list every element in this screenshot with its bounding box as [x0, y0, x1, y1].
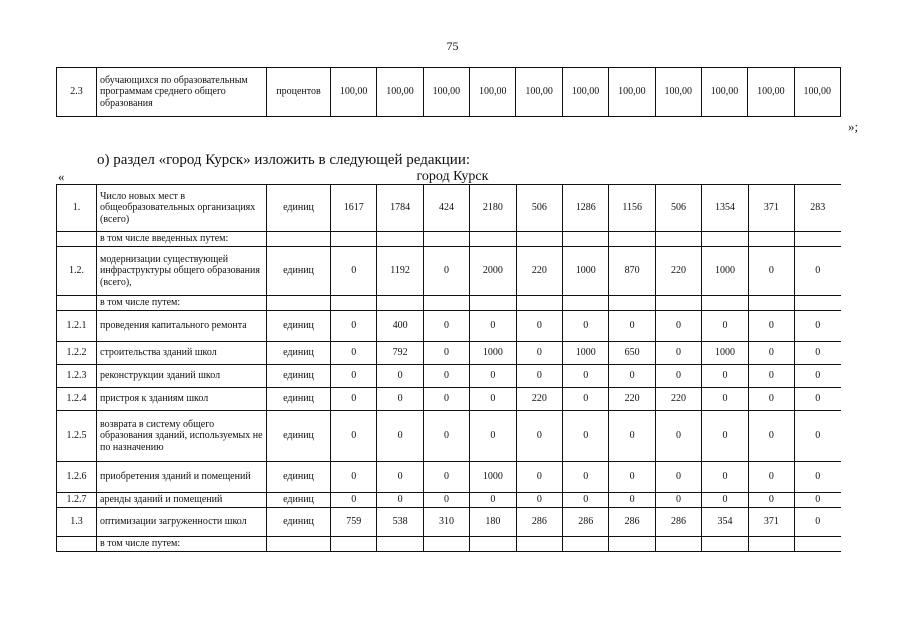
value-cell [469, 232, 515, 246]
value-cell: 0 [701, 365, 747, 387]
row-values [331, 232, 841, 247]
value-cell: 0 [655, 342, 701, 364]
value-cell: 0 [748, 462, 794, 492]
value-cell [469, 537, 515, 551]
row-name: аренды зданий и помещений [97, 493, 267, 508]
row-number: 1.2. [57, 247, 97, 296]
row-name: в том числе путем: [97, 537, 267, 552]
row-values [331, 185, 841, 232]
row-number: 1.2.7 [57, 493, 97, 508]
row-number: 2.3 [57, 68, 97, 117]
value-cell: 180 [469, 508, 515, 536]
value-cell: 0 [423, 493, 469, 507]
table-row [57, 462, 841, 493]
value-cell: 1156 [608, 185, 654, 231]
value-cell [794, 296, 840, 310]
row-name: модернизации существующей инфраструктуры общего образования (всего), [97, 247, 267, 296]
row-number [57, 296, 97, 311]
value-cell [794, 232, 840, 246]
row-values [331, 493, 841, 508]
value-cell [331, 296, 376, 310]
value-cell: 0 [748, 411, 794, 461]
table-row [57, 185, 841, 232]
row-unit: процентов [267, 68, 331, 117]
value-cell [701, 296, 747, 310]
value-cell: 0 [608, 311, 654, 341]
value-cell: 0 [516, 311, 562, 341]
value-cell [748, 537, 794, 551]
table-row [57, 311, 841, 342]
value-cell: 0 [351, 370, 357, 382]
value-cell: 0 [423, 247, 469, 295]
value-cell [794, 537, 840, 551]
row-name: оптимизации загруженности школ [97, 508, 267, 537]
value-cell: 0 [794, 365, 840, 387]
row-values [331, 296, 841, 311]
value-cell: 0 [748, 247, 794, 295]
value-cell: 759 [346, 516, 362, 528]
value-cell: 0 [423, 462, 469, 492]
value-cell: 100,00 [701, 68, 747, 116]
value-cell [655, 296, 701, 310]
table-row [57, 388, 841, 411]
row-values [331, 537, 841, 552]
value-cell: 1000 [469, 342, 515, 364]
row-values [331, 68, 841, 117]
table-row [57, 537, 841, 552]
value-cell: 100,00 [747, 68, 793, 116]
main-table [56, 184, 841, 552]
value-cell [608, 232, 654, 246]
row-unit: единиц [267, 493, 331, 508]
row-unit: единиц [267, 365, 331, 388]
row-name: строительства зданий школ [97, 342, 267, 365]
value-cell: 0 [423, 365, 469, 387]
value-cell: 0 [469, 493, 515, 507]
value-cell: 1784 [376, 185, 422, 231]
value-cell: 0 [701, 388, 747, 410]
value-cell: 0 [562, 311, 608, 341]
row-unit: единиц [267, 185, 331, 232]
row-number: 1.2.3 [57, 365, 97, 388]
value-cell: 0 [516, 365, 562, 387]
row-name: обучающихся по образовательным программам среднего общего образования [97, 68, 267, 117]
row-number: 1.2.5 [57, 411, 97, 462]
value-cell: 100,00 [562, 68, 608, 116]
value-cell: 1000 [562, 247, 608, 295]
value-cell: 0 [351, 471, 357, 483]
value-cell: 0 [655, 493, 701, 507]
value-cell: 0 [794, 508, 840, 536]
value-cell: 100,00 [423, 68, 469, 116]
value-cell: 424 [423, 185, 469, 231]
value-cell [562, 537, 608, 551]
value-cell [608, 296, 654, 310]
value-cell: 1000 [701, 247, 747, 295]
value-cell [469, 296, 515, 310]
value-cell: 0 [701, 311, 747, 341]
value-cell: 0 [748, 493, 794, 507]
value-cell: 1286 [562, 185, 608, 231]
value-cell [516, 537, 562, 551]
value-cell: 0 [562, 411, 608, 461]
value-cell: 506 [516, 185, 562, 231]
value-cell: 0 [469, 365, 515, 387]
value-cell: 0 [351, 393, 357, 405]
value-cell: 0 [655, 411, 701, 461]
value-cell: 0 [701, 462, 747, 492]
value-cell [376, 537, 422, 551]
value-cell: 220 [655, 247, 701, 295]
value-cell: 354 [701, 508, 747, 536]
value-cell: 286 [516, 508, 562, 536]
value-cell: 0 [794, 247, 840, 295]
value-cell: 400 [376, 311, 422, 341]
value-cell: 0 [794, 411, 840, 461]
value-cell: 0 [608, 462, 654, 492]
table-row [57, 365, 841, 388]
table-row [57, 68, 841, 117]
table-row [57, 493, 841, 508]
value-cell: 0 [748, 388, 794, 410]
value-cell: 220 [608, 388, 654, 410]
value-cell: 0 [469, 388, 515, 410]
value-cell: 0 [608, 411, 654, 461]
value-cell [748, 232, 794, 246]
value-cell: 1000 [701, 342, 747, 364]
value-cell: 100,00 [339, 86, 368, 98]
value-cell: 0 [562, 388, 608, 410]
row-unit: единиц [267, 462, 331, 493]
row-name: пристроя к зданиям школ [97, 388, 267, 411]
value-cell: 0 [748, 365, 794, 387]
row-unit [267, 537, 331, 552]
value-cell: 0 [562, 462, 608, 492]
value-cell: 0 [701, 411, 747, 461]
row-unit: единиц [267, 508, 331, 537]
value-cell: 0 [516, 493, 562, 507]
table-row [57, 508, 841, 537]
row-name: проведения капитального ремонта [97, 311, 267, 342]
value-cell: 0 [469, 311, 515, 341]
value-cell: 100,00 [794, 68, 840, 116]
value-cell: 0 [423, 411, 469, 461]
value-cell: 220 [516, 388, 562, 410]
row-number [57, 537, 97, 552]
value-cell: 0 [516, 462, 562, 492]
value-cell: 100,00 [515, 68, 561, 116]
value-cell: 0 [376, 365, 422, 387]
row-unit: единиц [267, 342, 331, 365]
value-cell: 0 [794, 462, 840, 492]
value-cell: 0 [562, 493, 608, 507]
value-cell: 0 [423, 342, 469, 364]
open-quote: « [58, 169, 65, 184]
closing-quote: »; [848, 119, 859, 134]
value-cell: 0 [655, 462, 701, 492]
row-number: 1. [57, 185, 97, 232]
value-cell [701, 537, 747, 551]
value-cell: 0 [562, 365, 608, 387]
value-cell: 0 [423, 311, 469, 341]
value-cell [376, 232, 422, 246]
value-cell: 100,00 [376, 68, 422, 116]
row-unit: единиц [267, 247, 331, 296]
row-name: в том числе введенных путем: [97, 232, 267, 247]
value-cell: 286 [655, 508, 701, 536]
value-cell [655, 232, 701, 246]
value-cell: 2180 [469, 185, 515, 231]
row-values [331, 462, 841, 493]
row-name: приобретения зданий и помещений [97, 462, 267, 493]
value-cell: 0 [655, 365, 701, 387]
value-cell: 0 [469, 411, 515, 461]
value-cell: 220 [516, 247, 562, 295]
value-cell: 792 [376, 342, 422, 364]
value-cell [423, 232, 469, 246]
value-cell: 0 [351, 265, 357, 277]
value-cell: 1000 [562, 342, 608, 364]
table-row [57, 247, 841, 296]
value-cell: 506 [655, 185, 701, 231]
value-cell: 0 [351, 430, 357, 442]
value-cell: 0 [655, 311, 701, 341]
value-cell [331, 537, 376, 551]
value-cell: 310 [423, 508, 469, 536]
value-cell [516, 296, 562, 310]
value-cell: 0 [516, 342, 562, 364]
row-values [331, 365, 841, 388]
row-unit: единиц [267, 311, 331, 342]
value-cell: 650 [608, 342, 654, 364]
row-number: 1.2.2 [57, 342, 97, 365]
row-unit: единиц [267, 388, 331, 411]
value-cell: 0 [748, 311, 794, 341]
value-cell: 0 [351, 320, 357, 332]
row-values [331, 342, 841, 365]
value-cell: 100,00 [469, 68, 515, 116]
value-cell [516, 232, 562, 246]
row-values [331, 311, 841, 342]
value-cell: 0 [376, 411, 422, 461]
row-values [331, 388, 841, 411]
value-cell: 0 [376, 388, 422, 410]
value-cell: 1192 [376, 247, 422, 295]
row-number: 1.2.6 [57, 462, 97, 493]
value-cell: 538 [376, 508, 422, 536]
value-cell [423, 537, 469, 551]
page-number: 75 [446, 39, 459, 53]
value-cell [748, 296, 794, 310]
value-cell: 0 [376, 462, 422, 492]
top-table [56, 67, 841, 117]
value-cell: 286 [562, 508, 608, 536]
value-cell: 0 [608, 365, 654, 387]
value-cell: 371 [748, 508, 794, 536]
value-cell: 283 [794, 185, 840, 231]
value-cell [562, 232, 608, 246]
value-cell: 0 [794, 493, 840, 507]
table-row [57, 342, 841, 365]
value-cell: 286 [608, 508, 654, 536]
value-cell [562, 296, 608, 310]
table-row [57, 411, 841, 462]
value-cell: 1354 [701, 185, 747, 231]
value-cell [701, 232, 747, 246]
value-cell: 0 [351, 494, 357, 506]
value-cell: 870 [608, 247, 654, 295]
value-cell [655, 537, 701, 551]
value-cell: 0 [608, 493, 654, 507]
value-cell: 0 [794, 311, 840, 341]
row-values [331, 247, 841, 296]
row-name: возврата в систему общего образования зданий, используемых не по назначению [97, 411, 267, 462]
value-cell: 220 [655, 388, 701, 410]
value-cell [608, 537, 654, 551]
row-name: Число новых мест в общеобразовательных организациях (всего) [97, 185, 267, 232]
table-row [57, 232, 841, 247]
value-cell: 371 [748, 185, 794, 231]
table-row [57, 296, 841, 311]
row-unit: единиц [267, 411, 331, 462]
row-number: 1.2.1 [57, 311, 97, 342]
row-unit [267, 232, 331, 247]
value-cell: 0 [701, 493, 747, 507]
row-number [57, 232, 97, 247]
value-cell: 2000 [469, 247, 515, 295]
value-cell: 0 [423, 388, 469, 410]
instruction-text: о) раздел «город Курск» изложить в следующей редакции: [97, 152, 471, 168]
row-unit [267, 296, 331, 311]
row-number: 1.3 [57, 508, 97, 537]
value-cell: 0 [794, 342, 840, 364]
row-values [331, 411, 841, 462]
value-cell: 1000 [469, 462, 515, 492]
value-cell: 1617 [343, 202, 364, 214]
row-values [331, 508, 841, 537]
value-cell: 0 [794, 388, 840, 410]
value-cell: 100,00 [608, 68, 654, 116]
value-cell: 100,00 [655, 68, 701, 116]
row-number: 1.2.4 [57, 388, 97, 411]
row-name: в том числе путем: [97, 296, 267, 311]
value-cell: 0 [748, 342, 794, 364]
value-cell [376, 296, 422, 310]
value-cell: 0 [516, 411, 562, 461]
value-cell [423, 296, 469, 310]
value-cell: 0 [351, 347, 357, 359]
value-cell [331, 232, 376, 246]
value-cell: 0 [376, 493, 422, 507]
city-title: город Курск [416, 169, 489, 184]
row-name: реконструкции зданий школ [97, 365, 267, 388]
